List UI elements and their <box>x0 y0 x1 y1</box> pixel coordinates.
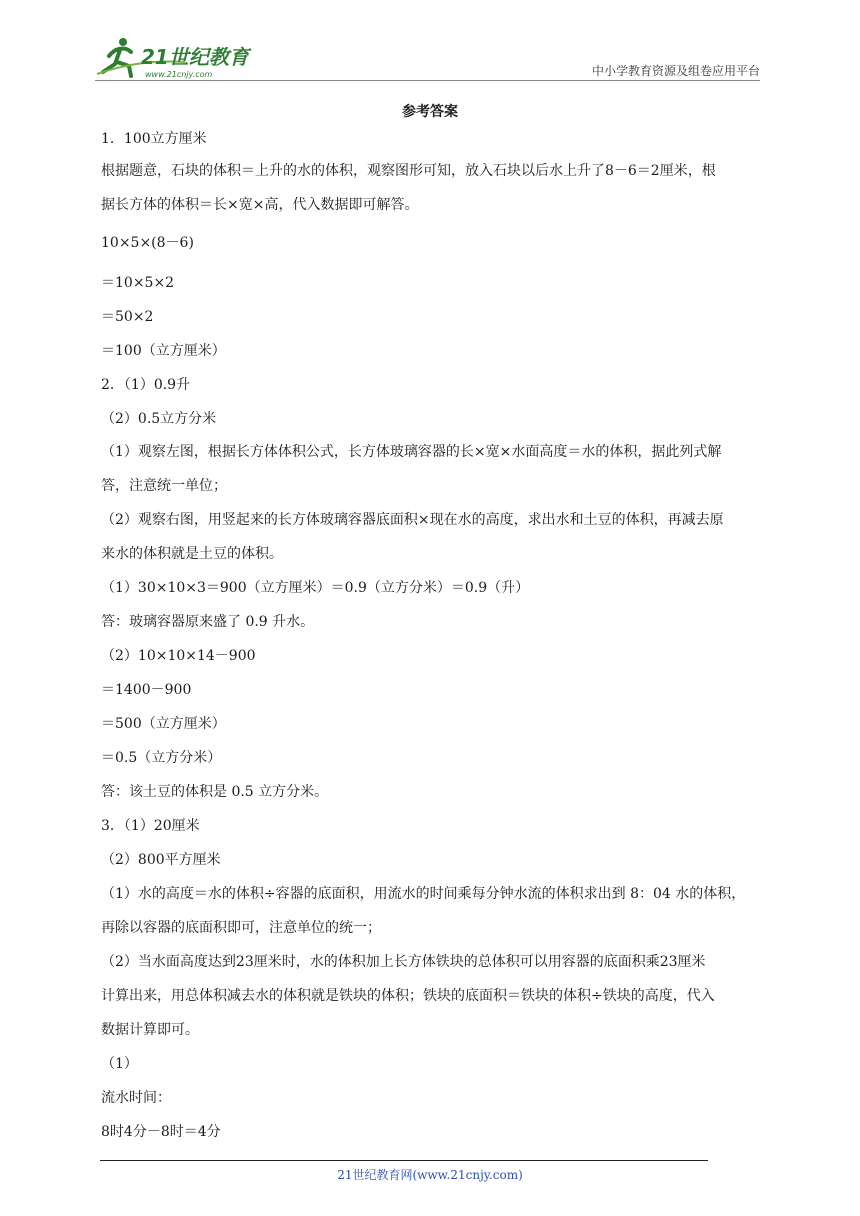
answer-line: ＝10×5×2 <box>101 275 175 291</box>
answer-line: 再除以容器的底面积即可，注意单位的统一； <box>101 920 381 936</box>
answer-line: 数据计算即可。 <box>101 1022 199 1038</box>
answer-line: 10×5×(8－6) <box>101 235 194 251</box>
answer-line: ＝50×2 <box>101 309 154 325</box>
answer-line: 根据题意，石块的体积＝上升的水的体积，观察图形可知，放入石块以后水上升了8－6＝2厘米，根 <box>101 163 716 179</box>
answer-line: 答：玻璃容器原来盛了 0.9 升水。 <box>101 614 315 630</box>
footer-link[interactable]: 21世纪教育网(www.21cnjy.com) <box>337 1168 523 1182</box>
page-title: 参考答案 <box>402 104 458 120</box>
answer-line: 8时4分－8时＝4分 <box>101 1124 221 1140</box>
answer-line: ＝0.5（立方分米） <box>101 750 222 766</box>
answer-line: （1）30×10×3＝900（立方厘米）＝0.9（立方分米）＝0.9（升） <box>101 580 530 596</box>
answer-line: 据长方体的体积＝长×宽×高，代入数据即可解答。 <box>101 197 419 213</box>
answer-line: 来水的体积就是土豆的体积。 <box>101 546 283 562</box>
answer-line: （1）水的高度＝水的体积÷容器的底面积，用流水的时间乘每分钟水流的体积求出到 8：04 水的体积， <box>101 886 746 902</box>
footer-divider <box>100 1160 708 1161</box>
answer-line: （2）观察右图，用竖起来的长方体玻璃容器底面积×现在水的高度，求出水和土豆的体积，再减去原 <box>101 512 724 528</box>
answer-line: 3．（1）20厘米 <box>101 818 200 834</box>
answer-line: 2．（1）0.9升 <box>101 377 191 393</box>
logo-text: 21世纪教育 <box>141 45 249 69</box>
answer-line: （2）10×10×14－900 <box>101 648 256 664</box>
answer-line: 答：该土豆的体积是 0.5 立方分米。 <box>101 784 329 800</box>
logo-icon <box>95 34 265 80</box>
answer-line: ＝100（立方厘米） <box>101 343 226 359</box>
answer-line: （1） <box>101 1056 138 1072</box>
answer-line: 答，注意统一单位； <box>101 478 227 494</box>
answer-line: ＝500（立方厘米） <box>101 716 226 732</box>
answer-line: 计算出来，用总体积减去水的体积就是铁块的体积；铁块的底面积＝铁块的体积÷铁块的高度，代入 <box>101 988 715 1004</box>
answer-line: （2）800平方厘米 <box>101 852 221 868</box>
header-divider <box>95 80 760 81</box>
logo-url: www.21cnjy.com <box>145 70 213 79</box>
answer-line: ＝1400－900 <box>101 682 192 698</box>
answer-line: （2）当水面高度达到23厘米时，水的体积加上长方体铁块的总体积可以用容器的底面积乘23厘米 <box>101 954 706 970</box>
answer-line: 流水时间： <box>101 1090 171 1106</box>
page-header <box>95 28 760 80</box>
answer-line: 1．100立方厘米 <box>101 131 207 147</box>
platform-name: 中小学教育资源及组卷应用平台 <box>591 64 760 78</box>
answer-line: （1）观察左图，根据长方体体积公式，长方体玻璃容器的长×宽×水面高度＝水的体积，据此列式解 <box>101 444 722 460</box>
answer-line: （2）0.5立方分米 <box>101 411 217 427</box>
